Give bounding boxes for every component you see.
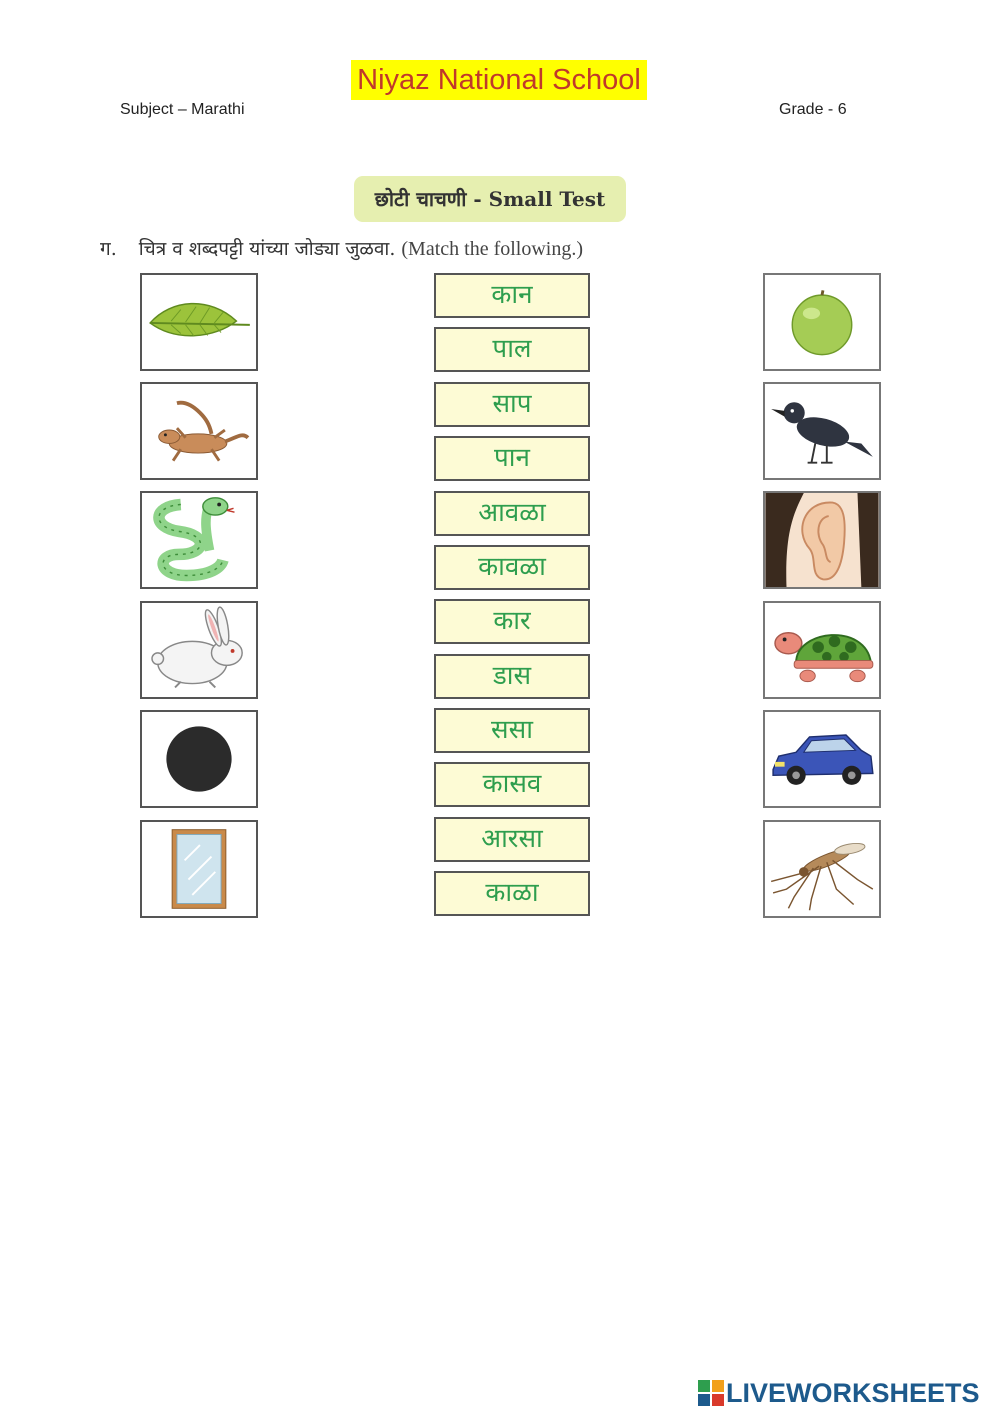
picture-box-ear[interactable] [763,491,881,589]
subject-label: Subject – Marathi [120,101,245,118]
picture-box-mosquito[interactable] [763,820,881,918]
word-box[interactable]: साप [434,382,590,427]
black-circle-icon [142,712,256,806]
crow-icon [765,384,879,478]
instruction-english: (Match the following.) [401,238,584,260]
question-number: ग. [100,238,117,260]
picture-box-snake[interactable] [140,491,258,589]
word-box[interactable]: आवळा [434,491,590,536]
car-icon [765,712,879,806]
word-box[interactable]: पान [434,436,590,481]
liveworksheets-brand-text: LIVEWORKSHEETS [726,1377,980,1408]
word-box[interactable]: आरसा [434,817,590,862]
liveworksheets-mark-icon [698,1380,724,1406]
word-box[interactable]: कावळा [434,545,590,590]
instruction-marathi: चित्र व शब्दपट्टी यांच्या जोड्या जुळवा. [138,238,396,260]
rabbit-icon [142,603,256,697]
word-box[interactable]: डास [434,654,590,699]
grade-label: Grade - 6 [779,101,847,118]
word-box[interactable]: कासव [434,762,590,807]
tortoise-icon [765,603,879,697]
picture-box-lizard[interactable] [140,382,258,480]
school-name-title: Niyaz National School [351,60,647,100]
picture-box-rabbit[interactable] [140,601,258,699]
mirror-icon [142,822,256,916]
picture-box-tortoise[interactable] [763,601,881,699]
picture-box-black-circle[interactable] [140,710,258,808]
word-box[interactable]: काळा [434,871,590,916]
ear-icon [765,493,879,587]
snake-icon [142,493,256,587]
word-box[interactable]: ससा [434,708,590,753]
instruction-line [100,235,583,261]
leaf-icon [142,275,256,369]
picture-box-mirror[interactable] [140,820,258,918]
word-box[interactable]: पाल [434,327,590,372]
word-box[interactable]: कान [434,273,590,318]
picture-box-amla[interactable] [763,273,881,371]
picture-box-leaf[interactable] [140,273,258,371]
mosquito-icon [765,822,879,916]
picture-box-car[interactable] [763,710,881,808]
test-title-banner: छोटी चाचणी - Small Test [354,176,626,222]
picture-box-crow[interactable] [763,382,881,480]
word-box[interactable]: कार [434,599,590,644]
amla-fruit-icon [765,275,879,369]
liveworksheets-logo [698,1378,980,1408]
lizard-icon [142,384,256,478]
